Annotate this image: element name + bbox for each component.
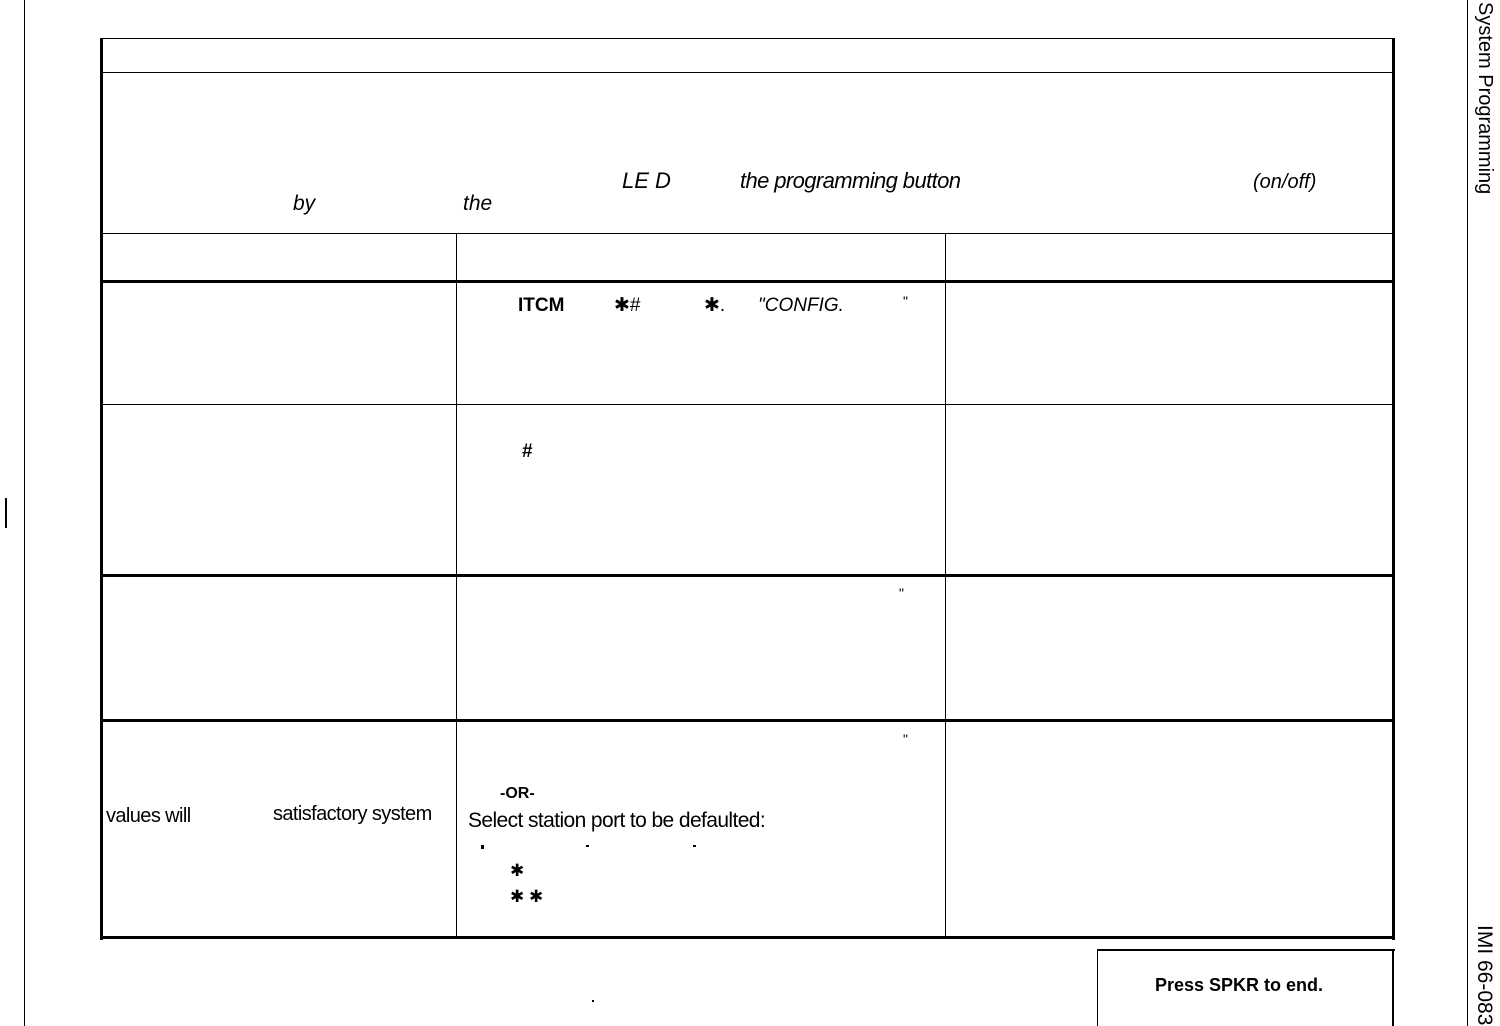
row4-values-will: values will xyxy=(106,805,191,827)
row1-itcm: ITCM xyxy=(518,295,565,316)
left-margin-line xyxy=(24,0,25,1026)
table-bottom-border xyxy=(100,936,1395,939)
intro-divider xyxy=(100,233,1395,234)
side-footer: IMI 66-083 xyxy=(1473,925,1496,1026)
row4-star-2: ✱ ✱ xyxy=(510,887,544,906)
table-right-border xyxy=(1392,38,1395,940)
row4-star-1: ✱ xyxy=(510,861,525,880)
row1-close-quote: " xyxy=(903,293,908,309)
side-header: System Programming xyxy=(1474,2,1496,195)
row1-star-dot: ✱. xyxy=(704,295,726,316)
table-top-border xyxy=(100,38,1395,39)
row4-close-quote: " xyxy=(903,731,908,747)
row4-tick-1 xyxy=(481,845,484,849)
row4-tick-2 xyxy=(586,845,589,847)
intro-frag-the: the xyxy=(463,192,493,215)
margin-mark xyxy=(5,498,11,528)
row4-or-label: -OR- xyxy=(500,785,535,802)
intro-frag-by: by xyxy=(293,192,316,215)
footer-box xyxy=(1097,949,1395,1026)
footer-box-top xyxy=(1097,949,1395,951)
row4-tick-3 xyxy=(693,845,696,847)
intro-frag-programming-button: the programming button xyxy=(740,168,961,193)
footer-box-left xyxy=(1097,949,1098,1026)
row-divider-3 xyxy=(100,719,1395,722)
intro-frag-onoff: (on/off) xyxy=(1253,171,1317,193)
row-divider-1 xyxy=(100,404,1395,405)
title-divider xyxy=(100,72,1395,73)
table-left-border xyxy=(100,38,103,940)
row3-close-quote: " xyxy=(899,585,904,601)
footer-box-right xyxy=(1392,949,1394,1026)
column-divider-1 xyxy=(456,233,457,939)
header-divider xyxy=(100,280,1395,283)
column-divider-2 xyxy=(945,233,946,939)
row4-select-station: Select station port to be defaulted: xyxy=(468,809,766,832)
row1-config: "CONFIG. xyxy=(758,295,844,316)
row2-hash: # xyxy=(522,441,533,462)
right-margin-line xyxy=(1467,0,1468,1026)
row-divider-2 xyxy=(100,574,1395,577)
row4-satisfactory-system: satisfactory system xyxy=(273,803,432,825)
row1-star-hash: ✱# xyxy=(614,295,641,316)
footer-box-text: Press SPKR to end. xyxy=(1155,975,1324,995)
intro-frag-led: LE D xyxy=(622,168,671,193)
bottom-dot xyxy=(592,1000,594,1002)
